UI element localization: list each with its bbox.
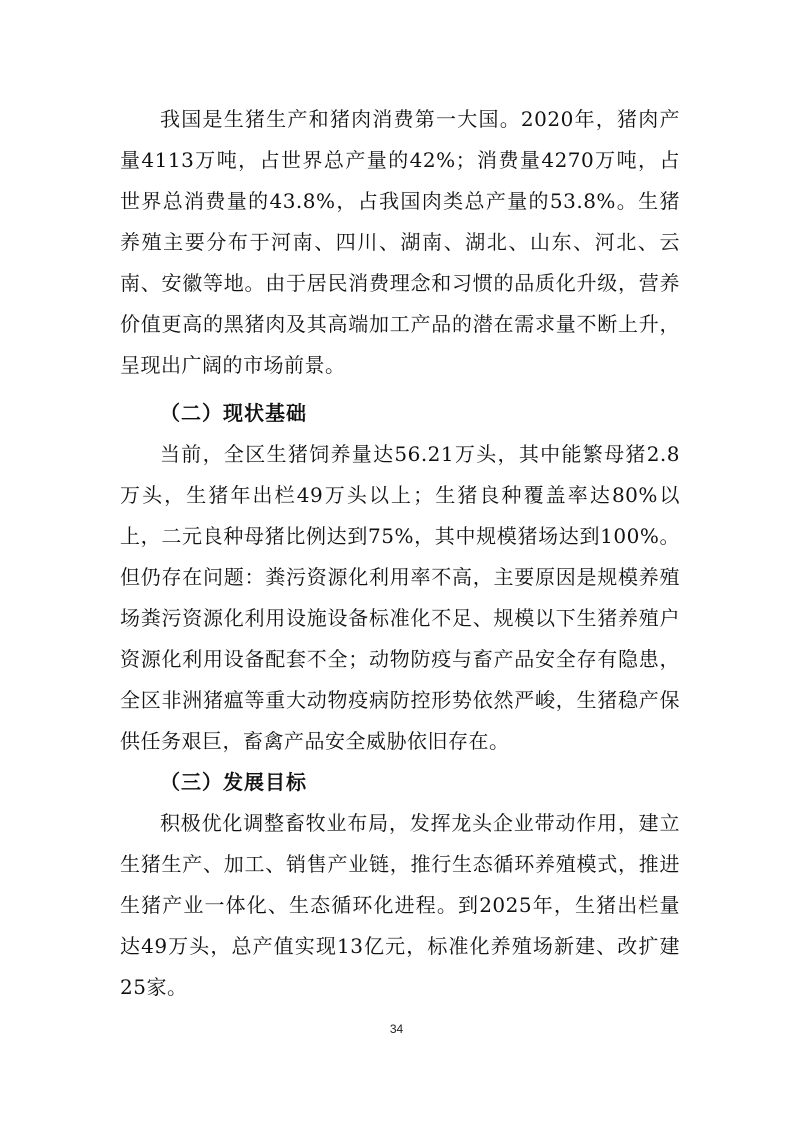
heading-development-goals: （三）发展目标 [160, 770, 307, 794]
paragraph-market-overview: 我国是生猪生产和猪肉消费第一大国。2020年，猪肉产量4113万吨，占世界总产量的42%；消费量4270万吨，占世界总消费量的43.8%，占我国肉类总产量的53.8%。生猪养殖主要分布于河南、四川、湖南、湖北、山东、河北、云南、安徽等地。由于居民消费理念和习惯的品质化升级，营养价值更高的黑猪肉及其高端加工产品的潜在需求量不断上升，呈现出广阔的市场前景。 [120, 107, 680, 377]
paragraph-current-status: 当前，全区生猪饲养量达56.21万头，其中能繁母猪2.8万头，生猪年出栏49万头以上；生猪良种覆盖率达80%以上，二元良种母猪比例达到75%，其中规模猪场达到100%。但仍存在问题：粪污资源化利用率不高，主要原因是规模养殖场粪污资源化利用设施设备标准化不足、规模以下生猪养殖户资源化利用设备配套不全；动物防疫与畜产品安全存有隐患，全区非洲猪瘟等重大动物疫病防控形势依然严峻，生猪稳产保供任务艰巨，畜禽产品安全威胁依旧存在。 [120, 442, 680, 753]
paragraph-development-goals: 积极优化调整畜牧业布局，发挥龙头企业带动作用，建立生猪生产、加工、销售产业链，推行生态循环养殖模式，推进生猪产业一体化、生态循环化进程。到2025年，生猪出栏量达49万头，总产值实现13亿元，标准化养殖场新建、改扩建25家。 [120, 811, 680, 999]
heading-current-status: （二）现状基础 [160, 401, 307, 425]
page-number: 34 [389, 1022, 404, 1036]
